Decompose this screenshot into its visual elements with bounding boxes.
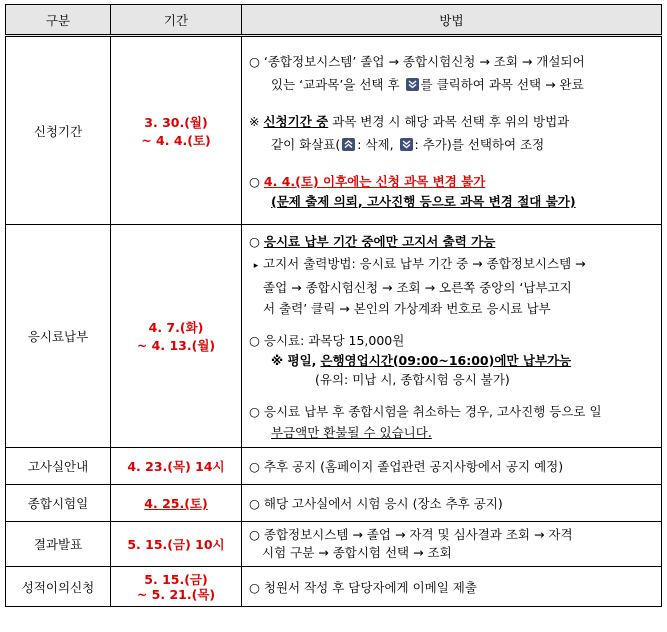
header-method: 방법 (242, 5, 662, 36)
row-label: 성적이의신청 (6, 567, 111, 607)
method-line: ○ ‘종합정보시스템’ 졸업 → 종합시험신청 → 조회 → 개설되어 (249, 54, 585, 69)
bullet: ○ (249, 174, 260, 189)
period-end: ~ 5. 21.(목) (136, 586, 216, 602)
row-result (6, 522, 662, 567)
row-method (242, 522, 662, 567)
row-label: 결과발표 (6, 522, 111, 567)
method-line: (문제 출제 의뢰, 고사진행 등으로 과목 변경 절대 불가) (271, 194, 576, 209)
method-text: ※ 평일, (271, 352, 317, 368)
method-text: 과목 변경 시 해당 과목 선택 후 위의 방법과 (332, 114, 570, 129)
bullet: ○ (249, 233, 260, 249)
row-label: 종합시험일 (6, 485, 111, 522)
triangle-bullet-icon: ▸ (253, 260, 259, 271)
row-method: ○ 추후 공지 (홈페이지 졸업관련 공지사항에서 공지 예정) (242, 448, 662, 485)
method-line: ○ 응시료 납부 후 종합시험을 취소하는 경우, 고사진행 등으로 일 (249, 403, 602, 419)
row-label: 신청기간 (6, 36, 111, 225)
row-label: 응시료납부 (6, 225, 111, 448)
double-chevron-up-icon (342, 138, 355, 151)
method-line (249, 133, 655, 156)
method-line: 졸업 → 종합시험신청 → 조회 → 오른쪽 중앙의 ‘납부고지 (263, 279, 572, 295)
double-chevron-down-icon (400, 138, 413, 151)
row-period (111, 567, 242, 607)
method-line (249, 253, 655, 277)
header-row (6, 5, 662, 36)
method-text: 를 클릭하여 과목 선택 → 완료 (420, 77, 584, 92)
row-exam (6, 485, 662, 522)
method-line (249, 352, 655, 370)
method-line (249, 73, 655, 96)
method-text: 같이 화살표( (271, 137, 341, 152)
period-start: 4. 7.(화) (148, 320, 204, 335)
method-line: ○ 응시료: 과목당 15,000원 (249, 332, 405, 348)
method-line (249, 230, 655, 253)
header-period: 기간 (111, 5, 242, 36)
method-text: 고지서 출력방법: 응시료 납부 기간 중 → 종합정보시스템 → (263, 255, 586, 271)
period-text: 4. 25.(토) (144, 496, 208, 511)
period-end: ~ 4. 4.(토) (141, 132, 211, 148)
method-line (249, 110, 655, 133)
method-line: 시험 구분 → 종합시험 선택 → 조회 (262, 545, 452, 560)
method-text: : 삭제, (357, 137, 394, 152)
row-period (111, 36, 242, 225)
row-room (6, 448, 662, 485)
row-method (242, 225, 662, 448)
method-line: 서 출력’ 클릭 → 본인의 가상계좌 번호로 응시료 납부 (263, 300, 551, 316)
row-apply (6, 36, 662, 225)
period-end: ~ 4. 13.(월) (136, 338, 216, 353)
row-method: ○ 해당 고사실에서 시험 응시 (장소 추후 공지) (242, 485, 662, 522)
method-line: 부금액만 환불될 수 있습니다. (271, 424, 432, 440)
method-text: 있는 ‘교과목’을 선택 후 (271, 77, 400, 92)
row-period: 4. 23.(목) 14시 (111, 448, 242, 485)
note-mark: ※ (249, 114, 260, 129)
header-category: 구분 (6, 5, 111, 36)
schedule-table (5, 4, 662, 607)
method-text: 응시료 납부 기간 중에만 고지서 출력 가능 (263, 233, 496, 249)
row-method: ○ 청원서 작성 후 담당자에게 이메일 제출 (242, 567, 662, 607)
method-line (249, 170, 655, 193)
period-start: 5. 15.(금) (144, 571, 208, 587)
row-appeal (6, 567, 662, 607)
period-start: 3. 30.(월) (144, 114, 208, 130)
row-label: 고사실안내 (6, 448, 111, 485)
method-text: 4. 4.(토) 이후에는 신청 과목 변경 불가 (263, 174, 486, 189)
row-method (242, 36, 662, 225)
method-text: 은행영업시간(09:00~16:00)에만 납부가능 (320, 352, 572, 368)
row-fee (6, 225, 662, 448)
method-line: ○ 종합정보시스템 → 졸업 → 자격 및 심사결과 조회 → 자격 (249, 527, 573, 542)
method-line: (유의: 미납 시, 종합시험 응시 불가) (315, 371, 510, 387)
row-period (111, 485, 242, 522)
double-chevron-down-icon (406, 78, 419, 91)
row-period (111, 225, 242, 448)
row-period: 5. 15.(금) 10시 (111, 522, 242, 567)
method-text: : 추가)를 선택하여 조정 (414, 137, 545, 152)
method-text: 신청기간 중 (263, 114, 329, 129)
